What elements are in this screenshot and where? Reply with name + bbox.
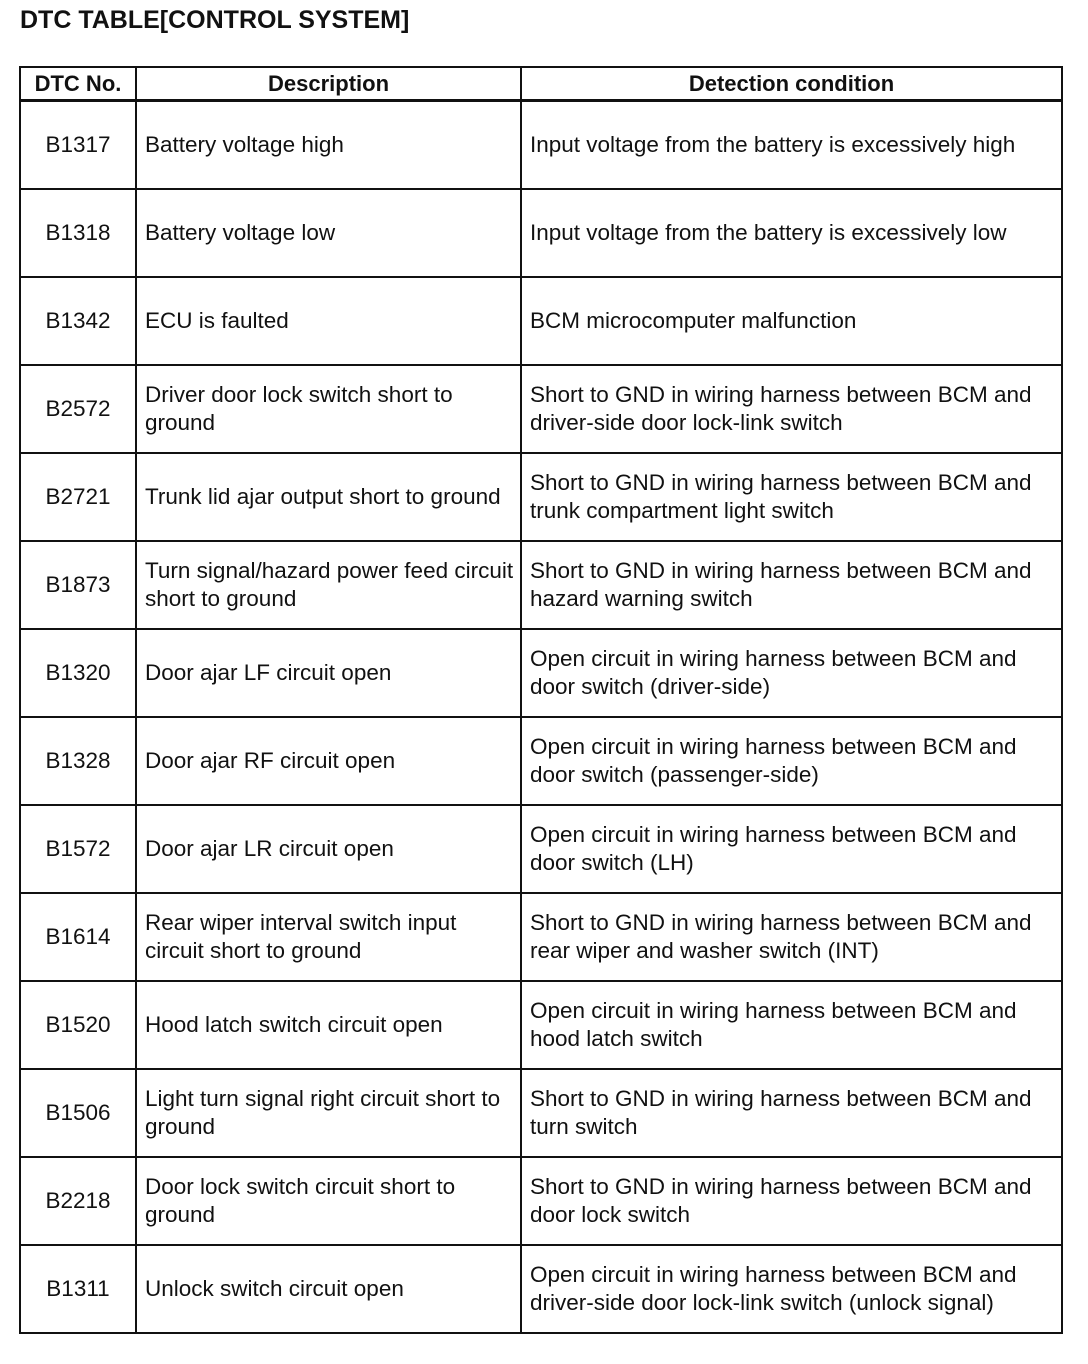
dtc-condition: Short to GND in wiring harness between BCM and hazard warning switch (521, 541, 1062, 629)
dtc-description: Trunk lid ajar output short to ground (136, 453, 521, 541)
dtc-table (19, 66, 1063, 1334)
dtc-condition: Short to GND in wiring harness between BCM and turn switch (521, 1069, 1062, 1157)
table-row (20, 189, 1062, 277)
dtc-condition: Input voltage from the battery is excessively high (521, 101, 1062, 190)
table-row (20, 1157, 1062, 1245)
dtc-description: Driver door lock switch short to ground (136, 365, 521, 453)
dtc-code: B1311 (20, 1245, 136, 1333)
header-description: Description (136, 67, 521, 101)
dtc-code: B1572 (20, 805, 136, 893)
dtc-condition: Open circuit in wiring harness between BCM and door switch (LH) (521, 805, 1062, 893)
dtc-code: B1320 (20, 629, 136, 717)
dtc-condition: Open circuit in wiring harness between BCM and door switch (passenger-side) (521, 717, 1062, 805)
dtc-description: Turn signal/hazard power feed circuit short to ground (136, 541, 521, 629)
dtc-condition: Short to GND in wiring harness between BCM and door lock switch (521, 1157, 1062, 1245)
dtc-description: ECU is faulted (136, 277, 521, 365)
table-row (20, 101, 1062, 190)
table-row (20, 717, 1062, 805)
dtc-condition: BCM microcomputer malfunction (521, 277, 1062, 365)
table-row (20, 453, 1062, 541)
dtc-condition: Open circuit in wiring harness between BCM and driver-side door lock-link switch (unlock signal) (521, 1245, 1062, 1333)
table-header-row (20, 67, 1062, 101)
dtc-code: B1317 (20, 101, 136, 190)
dtc-code: B1520 (20, 981, 136, 1069)
dtc-code: B1328 (20, 717, 136, 805)
header-detection-condition: Detection condition (521, 67, 1062, 101)
dtc-code: B1614 (20, 893, 136, 981)
page-title: DTC TABLE[CONTROL SYSTEM] (20, 6, 410, 34)
dtc-condition: Short to GND in wiring harness between BCM and rear wiper and washer switch (INT) (521, 893, 1062, 981)
dtc-code: B1506 (20, 1069, 136, 1157)
dtc-description: Door ajar RF circuit open (136, 717, 521, 805)
dtc-description: Battery voltage low (136, 189, 521, 277)
dtc-condition: Open circuit in wiring harness between BCM and hood latch switch (521, 981, 1062, 1069)
table-row (20, 981, 1062, 1069)
dtc-code: B1318 (20, 189, 136, 277)
dtc-condition: Input voltage from the battery is excessively low (521, 189, 1062, 277)
table-row (20, 365, 1062, 453)
dtc-description: Door ajar LF circuit open (136, 629, 521, 717)
table-row (20, 1069, 1062, 1157)
dtc-description: Hood latch switch circuit open (136, 981, 521, 1069)
table-row (20, 629, 1062, 717)
dtc-description: Rear wiper interval switch input circuit short to ground (136, 893, 521, 981)
table-row (20, 541, 1062, 629)
dtc-description: Light turn signal right circuit short to ground (136, 1069, 521, 1157)
table-row (20, 893, 1062, 981)
table-row (20, 277, 1062, 365)
header-dtc-no: DTC No. (20, 67, 136, 101)
dtc-code: B2721 (20, 453, 136, 541)
dtc-condition: Open circuit in wiring harness between BCM and door switch (driver-side) (521, 629, 1062, 717)
dtc-description: Unlock switch circuit open (136, 1245, 521, 1333)
dtc-description: Battery voltage high (136, 101, 521, 190)
dtc-condition: Short to GND in wiring harness between BCM and driver-side door lock-link switch (521, 365, 1062, 453)
dtc-code: B2218 (20, 1157, 136, 1245)
dtc-description: Door ajar LR circuit open (136, 805, 521, 893)
dtc-description: Door lock switch circuit short to ground (136, 1157, 521, 1245)
dtc-code: B1342 (20, 277, 136, 365)
dtc-code: B2572 (20, 365, 136, 453)
table-row (20, 805, 1062, 893)
table-row (20, 1245, 1062, 1333)
dtc-condition: Short to GND in wiring harness between BCM and trunk compartment light switch (521, 453, 1062, 541)
table-body (20, 101, 1062, 1334)
dtc-code: B1873 (20, 541, 136, 629)
